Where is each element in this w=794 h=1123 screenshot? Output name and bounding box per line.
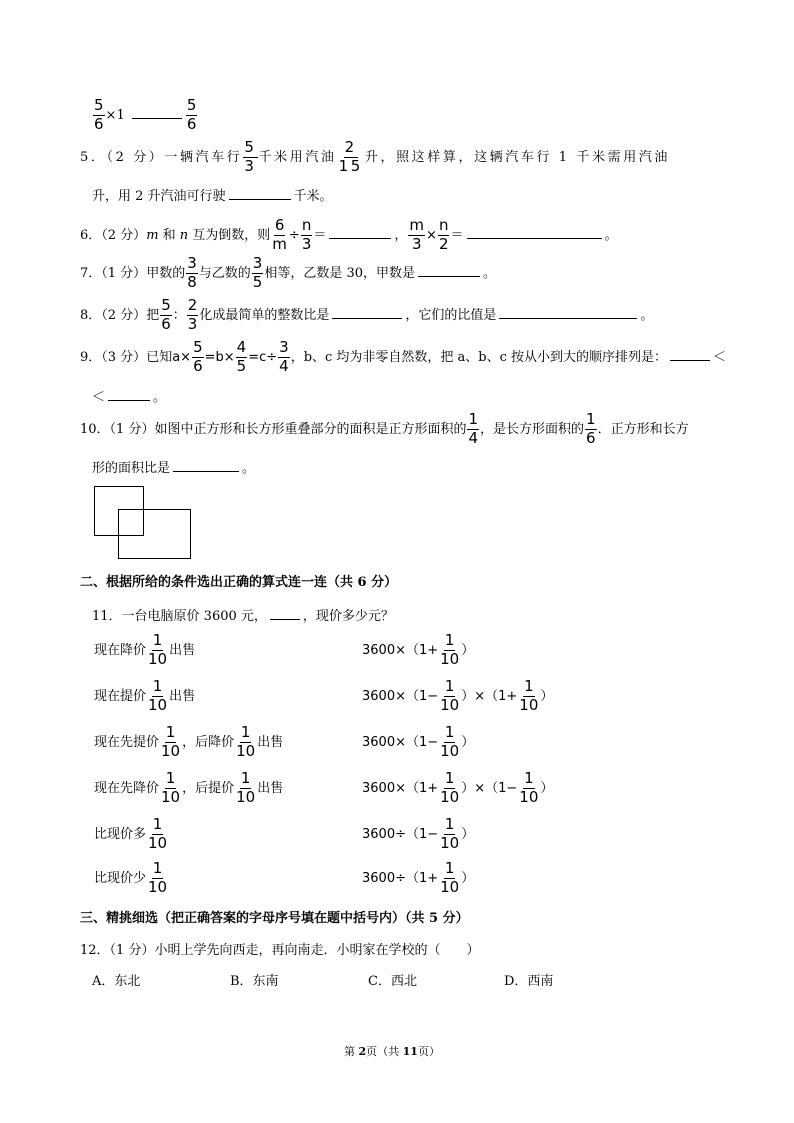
- answer-blank[interactable]: [270, 607, 300, 620]
- answer-blank[interactable]: [467, 226, 602, 239]
- fraction: $\frac{5}{6}$: [186, 96, 197, 133]
- question-8: 8．（2 分）把 $\frac{5}{6}$ ： $\frac{2}{3}$ 化成最简单的整数比是 ，它们的比值是 。: [80, 296, 654, 333]
- question-12: 12．（1 分）小明上学先向西走，再向南走．小明家在学校的（ ）: [80, 943, 480, 958]
- question-11: 11．一台电脑原价 3600 元， ，现价多少元？: [92, 609, 394, 624]
- question-5-cont: 升，用 2 升汽油可行驶 千米。: [92, 189, 333, 204]
- times-one: ×1: [105, 107, 125, 123]
- right-option-4[interactable]: 3600×（1+ $\frac{1}{10}$ ）×（1− $\frac{1}{10}$ ）: [362, 769, 554, 806]
- left-option-4[interactable]: 现在先降价 $\frac{1}{10}$ ，后提价 $\frac{1}{10}$ 出售: [94, 769, 284, 806]
- rectangle-figure: [118, 509, 191, 559]
- question-10-cont: 形的面积比是 。: [92, 461, 256, 476]
- section-heading-2: 二、根据所给的条件选出正确的算式连一连（共 6 分）: [80, 575, 398, 590]
- fraction: $\frac{5}{6}$: [94, 96, 104, 133]
- answer-blank[interactable]: [173, 459, 239, 472]
- answer-blank[interactable]: [418, 264, 480, 277]
- option-c[interactable]: C．西北: [368, 974, 417, 989]
- question-7: 7．（1 分）甲数的 $\frac{3}{8}$ 与乙数的 $\frac{3}{5}$ 相等，乙数是 30，甲数是 。: [80, 254, 497, 291]
- question-9-cont: ＜ 。: [92, 390, 167, 405]
- left-option-3[interactable]: 现在先提价 $\frac{1}{10}$ ，后降价 $\frac{1}{10}$ 出售: [94, 723, 284, 760]
- answer-blank[interactable]: [329, 226, 391, 239]
- left-option-5[interactable]: 比现价多 $\frac{1}{10}$: [94, 815, 168, 852]
- question-5: 5．（2 分）一辆汽车行 $\frac{5}{3}$ 千米用汽油 $\frac{2}{15}$ 升，照这样算，这辆汽车行 1 千米需用汽油: [80, 138, 671, 175]
- right-option-3[interactable]: 3600×（1− $\frac{1}{10}$ ）: [362, 723, 475, 760]
- question-10: 10．（1 分）如图中正方形和长方形重叠部分的面积是正方形面积的 $\frac{1}{4}$ ，是长方形面积的 $\frac{1}{6}$ ．正方形和长方: [80, 410, 689, 447]
- left-option-2[interactable]: 现在提价 $\frac{1}{10}$ 出售: [94, 677, 196, 714]
- section-heading-3: 三、精挑细选（把正确答案的字母序号填在题中括号内）（共 5 分）: [80, 911, 469, 926]
- left-option-1[interactable]: 现在降价 $\frac{1}{10}$ 出售: [94, 631, 196, 668]
- q4-line: [92, 98, 198, 133]
- answer-blank[interactable]: [132, 106, 182, 119]
- question-6: 6．（2 分）m 和 n 互为倒数，则 $\frac{6}{m}$ ÷ $\frac{n}{3}$ ＝ ， $\frac{m}{3}$ × $\frac{n}{2}$ ＝ 。: [80, 216, 618, 253]
- option-d[interactable]: D．西南: [504, 974, 554, 989]
- answer-blank[interactable]: [332, 306, 402, 319]
- answer-blank[interactable]: [108, 388, 150, 401]
- option-b[interactable]: B．东南: [230, 974, 279, 989]
- page-footer: 第 2页（共 11页）: [344, 1045, 440, 1058]
- right-option-1[interactable]: 3600×（1+ $\frac{1}{10}$ ）: [362, 631, 475, 668]
- answer-blank[interactable]: [670, 348, 710, 361]
- option-a[interactable]: A．东北: [92, 974, 141, 989]
- question-9: 9．（3 分）已知a× $\frac{5}{6}$ =b× $\frac{4}{5}$ =c÷ $\frac{3}{4}$ ，b、c 均为非零自然数，把 a、b、c 按从小到大的顺序排列是： ＜: [80, 338, 727, 375]
- right-option-2[interactable]: 3600×（1− $\frac{1}{10}$ ）×（1+ $\frac{1}{10}$ ）: [362, 677, 554, 714]
- right-option-6[interactable]: 3600÷（1+ $\frac{1}{10}$ ）: [362, 859, 475, 896]
- right-option-5[interactable]: 3600÷（1− $\frac{1}{10}$ ）: [362, 815, 475, 852]
- answer-blank[interactable]: [499, 306, 637, 319]
- left-option-6[interactable]: 比现价少 $\frac{1}{10}$: [94, 859, 168, 896]
- answer-blank[interactable]: [229, 187, 291, 200]
